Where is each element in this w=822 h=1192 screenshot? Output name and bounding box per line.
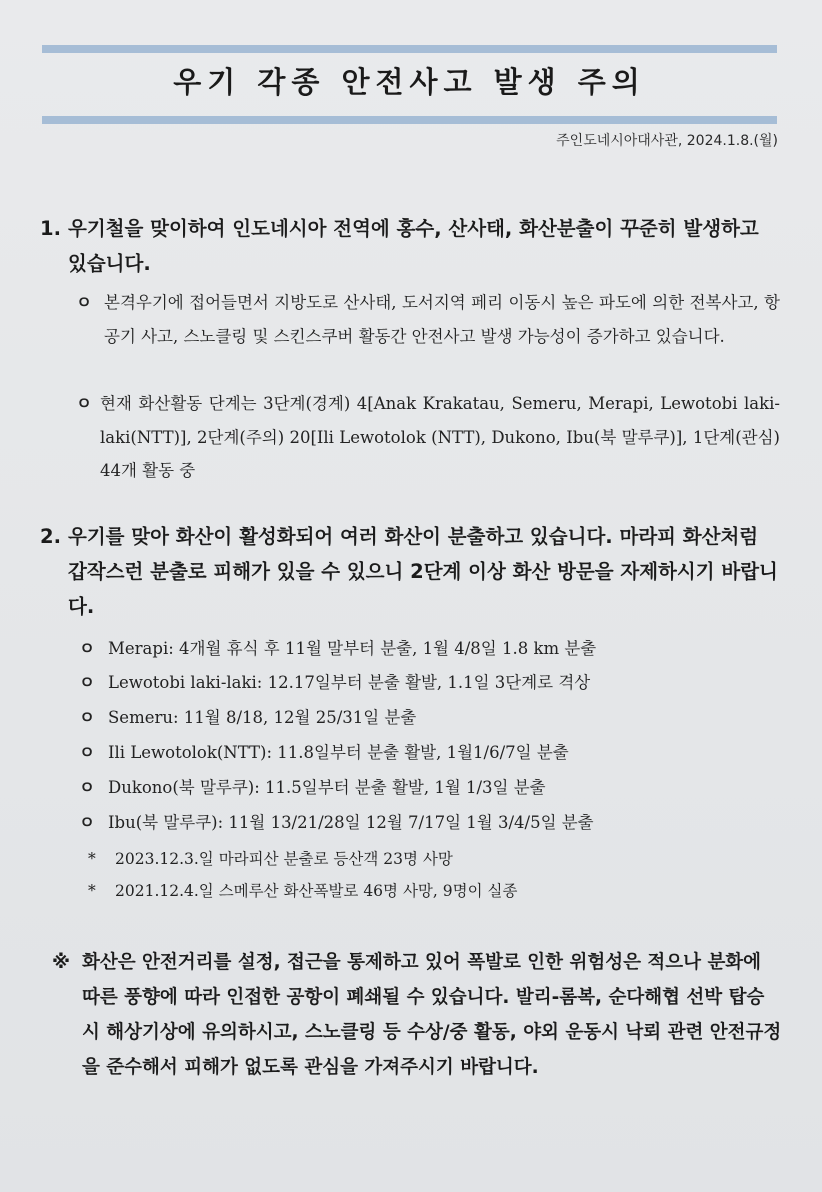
section-number: 2. [40,525,61,548]
bullet-marker: ㅇ [79,639,95,658]
bullet-item [76,286,780,353]
reference-mark-icon: ※ [52,952,70,973]
page-title: 우기 각종 안전사고 발생 주의 [173,65,646,99]
footnote-text: 2021.12.4.일 스메루산 화산폭발로 46명 사망, 9명이 실종 [115,882,518,900]
bullet-marker: ㅇ [76,293,92,312]
section-text: 우기를 맞아 화산이 활성화되어 여러 화산이 분출하고 있습니다. 마라피 화산처럼 갑작스런 분출로 피해가 있을 수 있으니 2단계 이상 화산 방문을 자제하시기 바랍니다. [68,525,778,618]
section-2-heading [40,519,780,624]
bullet-marker: ㅇ [79,813,95,832]
bullet-marker: ㅇ [79,673,95,692]
bullet-text: 현재 화산활동 단계는 3단계(경계) 4[Anak Krakatau, Semeru, Merapi, Lewotobi laki-laki(NTT)], 2단계(주의) 20[Ili Lewotolok (NTT), Dukono, Ibu(북 말루쿠)], 1단계(관심) 44개 활동 중 [100,394,780,480]
title-bottom-rule [42,116,777,124]
section-number: 1. [40,217,61,240]
bullet-text: 본격우기에 접어들면서 지방도로 산사태, 도서지역 페리 이동시 높은 파도에 의한 전복사고, 항공기 사고, 스노클링 및 스킨스쿠버 활동간 안전사고 발생 가능성이 증가하고 있습니다. [104,293,780,346]
section-text: 우기철을 맞이하여 인도네시아 전역에 홍수, 산사태, 화산분출이 꾸준히 발생하고 있습니다. [68,217,759,275]
footnote-marker: * [88,882,96,900]
volcano-item-text: Ili Lewotolok(NTT): 11.8일부터 분출 활발, 1월1/6/7일 분출 [108,743,569,762]
volcano-item-text: Dukono(북 말루쿠): 11.5일부터 분출 활발, 1월 1/3일 분출 [108,778,546,797]
caution-note [52,945,782,1085]
section-1-heading [40,211,780,281]
title-top-rule [42,45,777,53]
bullet-item [76,387,780,488]
bullet-marker: ㅇ [79,778,95,797]
bullet-marker: ㅇ [76,394,92,413]
bullet-marker: ㅇ [79,743,95,762]
footnote-text: 2023.12.3.일 마라피산 분출로 등산객 23명 사망 [115,850,453,868]
volcano-item-text: Merapi: 4개월 휴식 후 11월 말부터 분출, 1월 4/8일 1.8 km 분출 [108,639,597,658]
issuer-date: 주인도네시아대사관, 2024.1.8.(월) [556,133,778,149]
footnote-marker: * [88,850,96,868]
caution-note-text: 화산은 안전거리를 설정, 접근을 통제하고 있어 폭발로 인한 위험성은 적으나 분화에 따른 풍향에 따라 인접한 공항이 폐쇄될 수 있습니다. 발리-롬복, 순다해협 선박 탑승시 해상기상에 유의하시고, 스노클링 등 수상/중 활동, 야외 운동시 낙뢰 관련 안전규정을 준수해서 피해가 없도록 관심을 가져주시기 바랍니다. [82,952,782,1078]
volcano-item-text: Lewotobi laki-laki: 12.17일부터 분출 활발, 1.1일 3단계로 격상 [108,673,591,692]
volcano-item-text: Ibu(북 말루쿠): 11월 13/21/28일 12월 7/17일 1월 3/4/5일 분출 [108,813,594,832]
bullet-marker: ㅇ [79,708,95,727]
volcano-item-text: Semeru: 11월 8/18, 12월 25/31일 분출 [108,708,417,727]
